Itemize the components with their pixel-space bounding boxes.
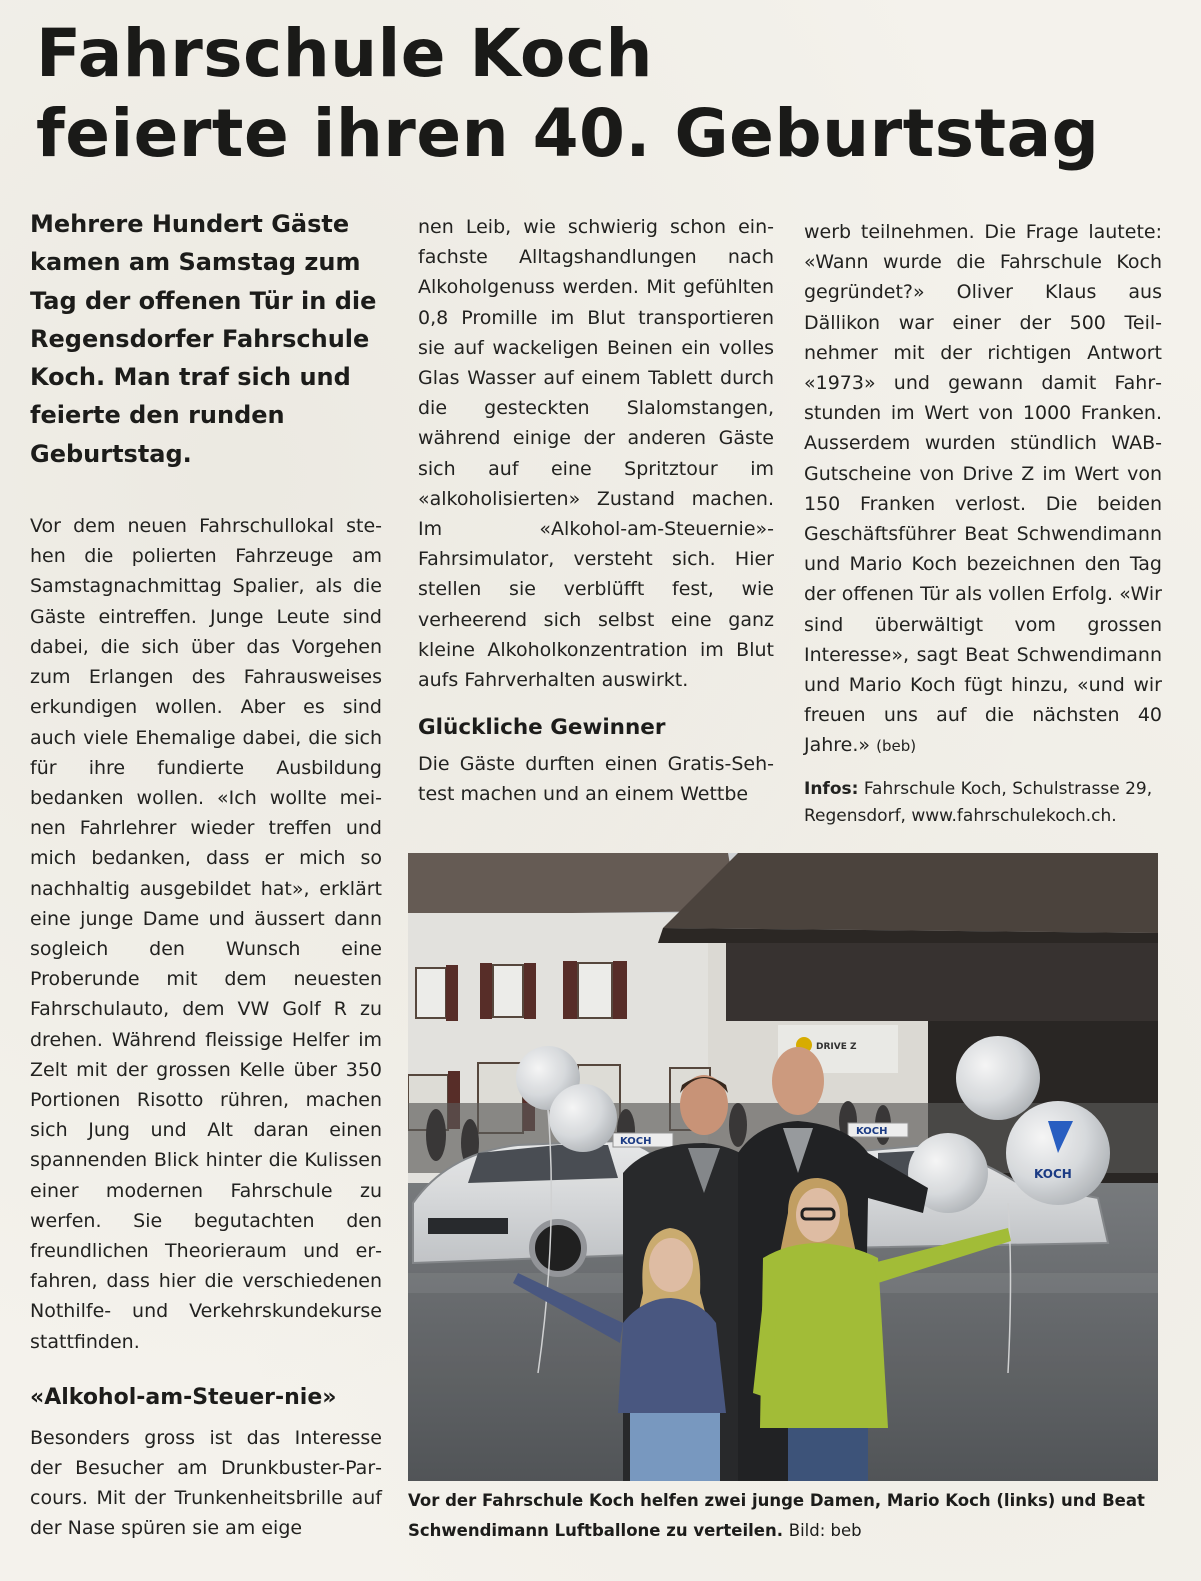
article-column-3 [804,217,1162,830]
article-paragraph-3: nen Leib, wie schwierig schon einfachste Alltagshandlungen nach Alkoholgenuss werden. Mit gefühlten 0,8 Promille im Blut transportieren sie auf wackeligen Beinen ein volles Glas Wasser auf einem Tablett durch die gesteckten Slalomstangen, während einige der anderen Gäste sich auf eine Spritztour im «alkoholisierten» Zustand machen. Im «Alkohol-am-Steuernie»-Fahrsimulator, versteht sich. Hier stellen sie verblüfft fest, wie verheerend sich selbst eine ganz kleine Alkoholkonzentration im Blut aufs Fahrverhalten auswirkt. [418,216,774,692]
article-paragraph-4: Die Gäste durften einen Gratis-Sehtest machen und an einem Wettbe [418,753,774,806]
subheading-gewinner: Glückliche Gewinner [418,715,666,741]
sign-drivez-text: DRIVE Z [816,1042,857,1052]
car-right-label: KOCH [856,1126,888,1137]
article-paragraph-5 [804,217,1162,762]
article-photo [408,853,1158,1481]
headline-line-2: feierte ihren 40. Geburtstag [36,95,1100,172]
paragraph-5-text: werb teilnehmen. Die Frage lautete: «Wann wurde die Fahrschule Koch gegründet?» Oliver Klaus aus Dällikon war einer der 500 Teilnehmer mit der richtigen Antwort «1973» und gewann damit Fahrstunden im Wert von 1000 Franken. Ausserdem wurden stündlich WAB-Gutscheine von Drive Z im Wert von 150 Franken verlost. Die beiden Geschäftsführer Beat Schwendimann und Mario Koch bezeichnen den Tag der offenen Tür als vollen Erfolg. «Wir sind überwältigt vom grossen Interesse», sagt Beat Schwendimann und Mario Koch fügt hinzu, «und wir freuen uns auf die nächsten 40 Jahre.» [804,221,1162,757]
photo-vignette [408,853,1158,1481]
headline-line-1: Fahrschule Koch [36,15,653,92]
article-column-1 [30,205,382,1544]
photo-illustration [408,853,1158,1481]
article-paragraph-1: Vor dem neuen Fahrschullokal stehen die polierten Fahrzeuge am Samstagnachmittag Spalier, als die Gäste eintreffen. Junge Leute sind dabei, die sich über das Vorgehen zum Erlangen des Fahrausweises erkundigen wollen. Aber es sind auch viele Ehemalige dabei, die sich für ihre fundierte Ausbildung bedanken wollen. «Ich wollte meinen Fahrlehrer wieder treffen und mich bedanken, dass er mich so nachhaltig ausgebildet hat», erklärt eine junge Dame und äussert dann sogleich den Wunsch eine Proberunde mit dem neuesten Fahrschulauto, dem VW Golf R zu drehen. Während fleissige Helfer im Zelt mit der grossen Kelle über 350 Portionen Risotto rühren, machen sich Jung und Alt daran einen spannenden Blick hinter die Kulissen einer modernen Fahrschule zu werfen. Sie begutachten den freundlichen Theorieraum und erfahren, dass hier die verschiedenen Nothilfe- und Verkehrskundekurse stattfinden. [30,515,382,1353]
headline [36,14,1099,174]
infos-text: Fahrschule Koch, Schulstrasse 29, Regensdorf, www.fahrschulekoch.ch. [804,778,1153,826]
photo-caption [408,1486,1168,1546]
subheading-alkohol: «Alkohol-am-Steuer-nie» [30,1384,337,1410]
article-lead: Mehrere Hundert Gäste kamen am Samstag zum Tag der offenen Tür in die Regensdorfer Fahrschule Koch. Man traf sich und feierte den runden Geburtstag. [30,210,377,468]
author-initials: (beb) [876,737,917,756]
article-column-2 [418,212,774,810]
infos-box [804,776,1162,830]
caption-credit: Bild: beb [788,1521,862,1540]
balloon-label: KOCH [1034,1167,1072,1181]
caption-text: Vor der Fahrschule Koch helfen zwei junge Damen, Mario Koch (links) und Beat Schwendimann Luftballone zu verteilen. [408,1491,1145,1540]
car-left-label: KOCH [620,1136,652,1147]
article-paragraph-2: Besonders gross ist das Interesse der Besucher am Drunkbuster-Parcours. Mit der Trunkenheitsbrille auf der Nase spüren sie am eige [30,1426,382,1540]
infos-label: Infos: [804,778,859,799]
